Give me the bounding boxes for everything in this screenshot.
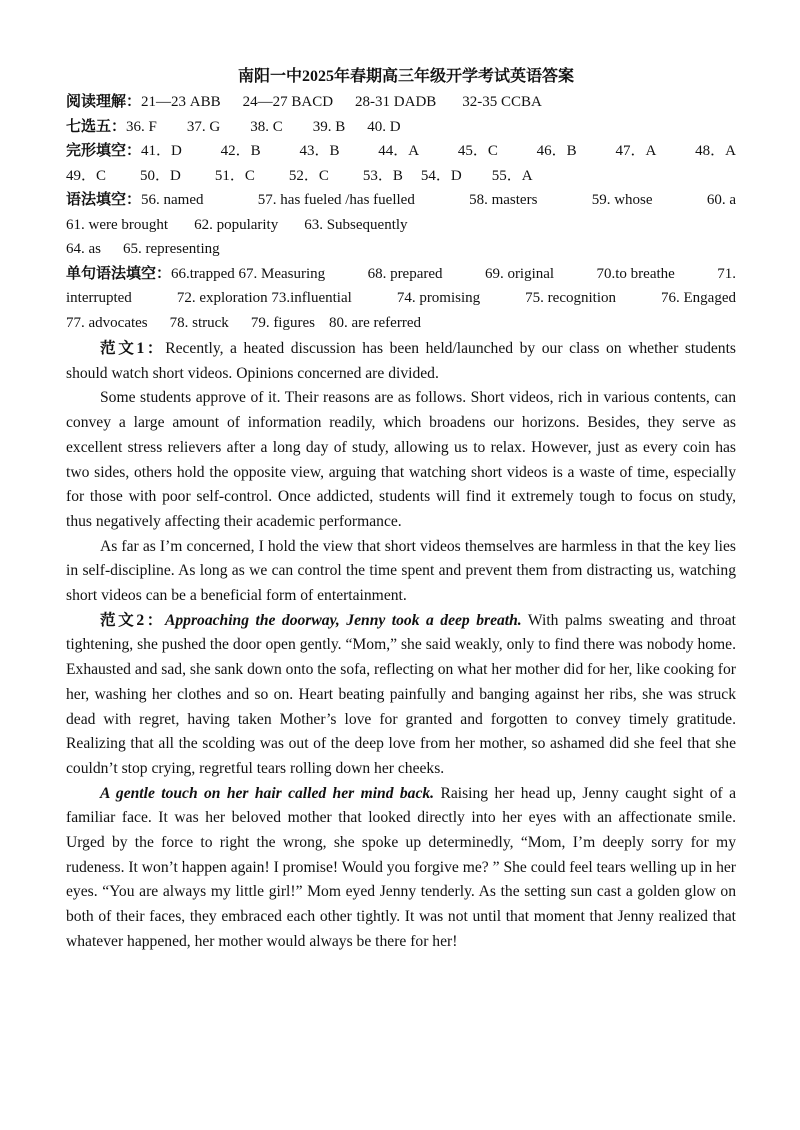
grammar-answer: 61. were brought (66, 216, 169, 233)
seven-answer: 38. C (250, 118, 283, 135)
essay-2 (66, 609, 736, 955)
cloze-answer: 41．D (141, 143, 182, 159)
seven-answer: 40. D (367, 118, 401, 135)
essay-2-lead-sentence: Approaching the doorway, Jenny took a deep breath. (164, 611, 522, 629)
essay-2-label: 范文2： (100, 611, 165, 629)
cloze-answer: 48．A (695, 143, 736, 159)
cloze-answer: 52．C (288, 167, 329, 184)
sentence-answer: 78. struck (169, 314, 229, 331)
grammar-answer: 58. masters (469, 192, 538, 208)
essay-2-lead-sentence: A gentle touch on her hair called her mind back. (100, 784, 435, 802)
sentence-answer: 72. exploration 73.influential (176, 290, 352, 306)
seven-answers (66, 115, 736, 140)
grammar-row-2 (66, 213, 736, 238)
sentence-label: 单句语法填空： (66, 265, 172, 282)
sentence-row-2 (66, 286, 736, 311)
essay-1-text: Recently, a heated discussion has been held/launched by our class on whether students should watch short videos. Opinions concerned are divided. (66, 340, 736, 382)
grammar-answer: 60. a (706, 192, 736, 208)
sentence-answer: 79. figures (250, 314, 315, 331)
essay-2-text: Raising her head up, Jenny caught sight of a familiar face. It was her beloved mother that looked directly into her eyes with an affectionate smile. Urged by the force to right the wrong, she spoke up determinedly, “Mom, I’m deeply sorry for my rudeness. It won’t happen again! I promise! Would you forgive me? ” She could feel tears welling up in her eyes. “You are always my little girl!” Mom eyed Jenny tenderly. As the setting sun cast a golden glow on both of their faces, they embraced each other tightly. It was not until that moment that Jenny realized that whatever happened, her mother would always be there for her! (66, 784, 737, 950)
reading-label: 阅读理解： (66, 94, 142, 110)
essay-2-paragraph (66, 609, 736, 782)
essay-1-paragraph (66, 337, 736, 386)
cloze-answer: 54．D (420, 167, 462, 184)
seven-answer: 36. F (126, 118, 157, 135)
grammar-answer: 62. popularity (194, 216, 279, 233)
page-title: 南阳一中2025年春期高三年级开学考试英语答案 (237, 68, 574, 85)
sentence-answer: 75. recognition (525, 290, 616, 306)
seven-answer: 39. B (312, 118, 346, 135)
sentence-answer: 68. prepared (367, 265, 443, 282)
reading-answer: 24—27 BACD (242, 94, 334, 110)
grammar-answer: 65. representing (123, 241, 220, 257)
reading-answer: 28-31 DADB (355, 94, 437, 110)
sentence-answer: 71. (717, 265, 736, 282)
sentence-row-3 (66, 311, 736, 336)
grammar-row-3 (66, 237, 736, 262)
reading-answer: 21—23 ABB (141, 94, 221, 110)
cloze-answer: 55．A (491, 167, 533, 184)
grammar-row-1 (66, 188, 736, 213)
grammar-answer: 63. Subsequently (304, 216, 408, 233)
essay-2-paragraph (66, 782, 736, 955)
sentence-row-1 (66, 262, 736, 287)
cloze-answer: 44．A (378, 143, 420, 159)
grammar-answer: 57. has fueled /has fuelled (257, 192, 415, 208)
essay-1 (66, 337, 736, 609)
cloze-answer: 49．C (66, 167, 107, 184)
sentence-answer: 66.trapped 67. Measuring (171, 265, 326, 282)
seven-answer: 37. G (186, 118, 221, 135)
sentence-answer: 70.to breathe (596, 265, 675, 282)
essay-1-paragraph: Some students approve of it. Their reasons are as follows. Short videos, rich in various contents, can convey a large amount of information readily, which broadens our horizons. Besides, they serve as excellent stress relievers after a long day of study, allowing us to relax. However, just as every coin has two sides, others hold the opposite view, arguing that watching short videos is a waste of time, especially for those with poor self-control. Once addicted, students will find it extremely tough to focus on study, thus negatively affecting their academic performance. (66, 389, 736, 530)
essay-1-label: 范文1： (100, 340, 166, 357)
grammar-answer: 59. whose (591, 192, 653, 208)
sentence-answer: 80. are referred (328, 314, 421, 331)
sentence-answer: interrupted (66, 290, 132, 306)
sentence-answer: 74. promising (396, 290, 481, 306)
cloze-answer: 50．D (140, 167, 181, 184)
grammar-label: 语法填空： (66, 192, 142, 208)
answer-sheet (66, 64, 736, 955)
sentence-answer: 76. Engaged (661, 290, 736, 306)
cloze-answer: 51．C (214, 167, 255, 184)
cloze-label: 完形填空： (66, 143, 142, 159)
sentence-answer: 69. original (484, 265, 555, 282)
cloze-answer: 46．B (536, 143, 577, 159)
essay-1-paragraph: As far as I’m concerned, I hold the view that short videos themselves are harmless in that the key lies in self-discipline. As long as we can control the time spent and prevent them from distracting us, watching short videos can be a beneficial form of entertainment. (66, 537, 736, 605)
cloze-row-1 (66, 139, 736, 164)
sentence-answer: 77. advocates (66, 314, 148, 331)
cloze-row-2 (66, 164, 736, 189)
grammar-answer: 64. as (66, 241, 101, 257)
cloze-answer: 53．B (362, 167, 403, 184)
seven-label: 七选五： (66, 118, 127, 135)
reading-answers (66, 90, 736, 115)
cloze-answer: 42．B (220, 143, 261, 159)
cloze-answer: 43．B (299, 143, 340, 159)
reading-answer: 32-35 CCBA (462, 94, 542, 110)
cloze-answer: 45．C (457, 143, 498, 159)
grammar-answer: 56. named (141, 192, 204, 208)
essay-2-text: With palms sweating and throat tightening, she pushed the door open gently. “Mom,” she said weakly, only to find there was nobody home. Exhausted and sad, she sank down onto the sofa, reflecting on what her mother did for her, like cooking for her, washing her clothes and so on. Heart beating painfully and banging against her ribs, she was struck dead with regret, having taken Mother’s love for granted and forgotten to convey timely gratitude. Realizing that all the scolding was out of the deep love from her mother, so ashamed did she feel that she couldn’t stop crying, regretful tears rolling down her cheeks. (66, 611, 736, 777)
cloze-answer: 47．A (615, 143, 657, 159)
